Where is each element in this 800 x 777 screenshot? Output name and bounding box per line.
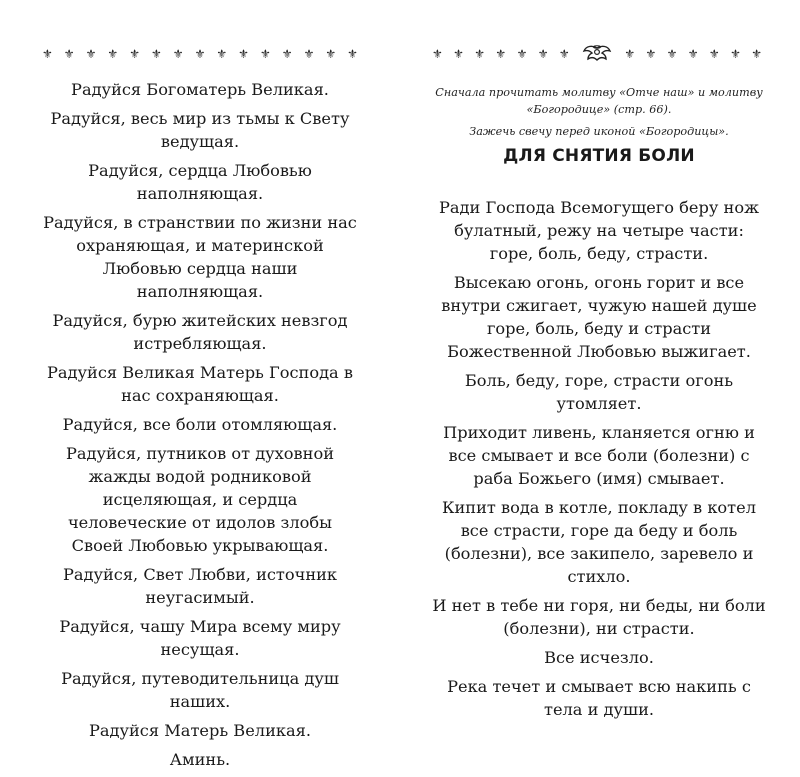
paragraph: Радуйся, бурю житейских невзгод истребляющая. bbox=[52, 311, 348, 353]
paragraph: Аминь. bbox=[169, 750, 231, 769]
fleur-icon: ⚜ bbox=[432, 47, 443, 61]
right-page bbox=[400, 0, 800, 719]
paragraph: Радуйся Богоматерь Великая. bbox=[71, 80, 329, 99]
fleur-icon: ⚜ bbox=[666, 47, 678, 61]
section-heading: ДЛЯ СНЯТИЯ БОЛИ bbox=[503, 146, 695, 166]
fleur-icon: ⚜ bbox=[730, 47, 741, 61]
instruction-line: Сначала прочитать молитву «Отче наш» и молитву «Богородице» (стр. 66). bbox=[435, 86, 763, 116]
fleur-icon: ⚜ bbox=[42, 47, 53, 61]
paragraph: Боль, беду, горе, страсти огонь утомляет. bbox=[464, 371, 734, 413]
fleur-icon: ⚜ bbox=[347, 47, 358, 61]
fleur-icon: ⚜ bbox=[150, 47, 162, 61]
fleur-icon: ⚜ bbox=[751, 47, 762, 61]
fleur-icon: ⚜ bbox=[303, 47, 315, 61]
paragraph: Радуйся Матерь Великая. bbox=[88, 721, 311, 740]
fleur-icon: ⚜ bbox=[687, 47, 699, 61]
paragraph: Радуйся, все боли отомляющая. bbox=[62, 415, 338, 434]
paragraph: Радуйся, путников от духовной жажды водой родниковой исцеляющая, и сердца человеческие от идолов злобы Своей Любовью укрывающая. bbox=[65, 444, 334, 555]
paragraph: Радуйся, чашу Мира всему миру несущая. bbox=[59, 617, 341, 659]
fleur-icon: ⚜ bbox=[107, 47, 119, 61]
fleur-icon: ⚜ bbox=[495, 47, 507, 61]
paragraph: Все исчезло. bbox=[544, 648, 654, 667]
fleur-icon: ⚜ bbox=[325, 47, 337, 61]
paragraph: Радуйся, весь мир из тьмы к Свету ведущая. bbox=[50, 109, 350, 151]
paragraph: И нет в тебе ни горя, ни беды, ни боли (болезни), ни страсти. bbox=[432, 596, 766, 638]
paragraph: Река течет и смывает всю накипь с тела и души. bbox=[447, 677, 751, 719]
fleur-icon: ⚜ bbox=[558, 47, 570, 61]
fleur-icon: ⚜ bbox=[645, 47, 657, 61]
paragraph: Приходит ливень, кланяется огню и все смывает и все боли (болезни) с раба Божьего (имя) смывает. bbox=[443, 423, 755, 488]
fleur-icon: ⚜ bbox=[453, 47, 464, 61]
fleur-icon: ⚜ bbox=[537, 47, 549, 61]
right-page-text bbox=[430, 196, 768, 727]
left-page bbox=[0, 0, 400, 769]
fleur-icon: ⚜ bbox=[624, 47, 636, 61]
instruction-note bbox=[430, 84, 768, 145]
paragraph: Ради Господа Всемогущего беру нож булатный, режу на четыре части: горе, боль, беду, страсти. bbox=[439, 198, 759, 263]
left-page-text bbox=[42, 78, 358, 777]
fleur-icon: ⚜ bbox=[259, 47, 271, 61]
fleur-icon: ⚜ bbox=[172, 47, 184, 61]
fleur-icon: ⚜ bbox=[129, 47, 140, 61]
fleur-icon: ⚜ bbox=[63, 47, 75, 61]
fleur-icon: ⚜ bbox=[216, 47, 228, 61]
paragraph: Радуйся, в странствии по жизни нас охраняющая, и материнской Любовью сердца наши наполняющая. bbox=[43, 213, 357, 301]
header-ornament bbox=[42, 44, 358, 64]
instruction-line: Зажечь свечу перед иконой «Богородицы». bbox=[469, 125, 729, 138]
fleur-icon: ⚜ bbox=[708, 47, 720, 61]
paragraph: Радуйся, Свет Любви, источник неугасимый. bbox=[62, 565, 338, 607]
fleur-icon: ⚜ bbox=[238, 47, 249, 61]
fleur-icon: ⚜ bbox=[194, 47, 206, 61]
fleur-icon: ⚜ bbox=[281, 47, 293, 61]
fleur-icon: ⚜ bbox=[474, 47, 486, 61]
angel-emblem-icon bbox=[580, 44, 614, 64]
header-ornament bbox=[432, 44, 762, 64]
fleur-icon: ⚜ bbox=[85, 47, 97, 61]
paragraph: Кипит вода в котле, покладу в котел все страсти, горе да беду и боль (болезни), все закипело, заревело и стихло. bbox=[441, 498, 756, 586]
fleur-icon: ⚜ bbox=[516, 47, 528, 61]
paragraph: Высекаю огонь, огонь горит и все внутри сжигает, чужую нашей душе горе, боль, беду и страсти Божественной Любовью выжигает. bbox=[441, 273, 757, 361]
paragraph: Радуйся Великая Матерь Господа в нас сохраняющая. bbox=[47, 363, 353, 405]
paragraph: Радуйся, путеводительница душ наших. bbox=[61, 669, 339, 711]
paragraph: Радуйся, сердца Любовью наполняющая. bbox=[88, 161, 312, 203]
